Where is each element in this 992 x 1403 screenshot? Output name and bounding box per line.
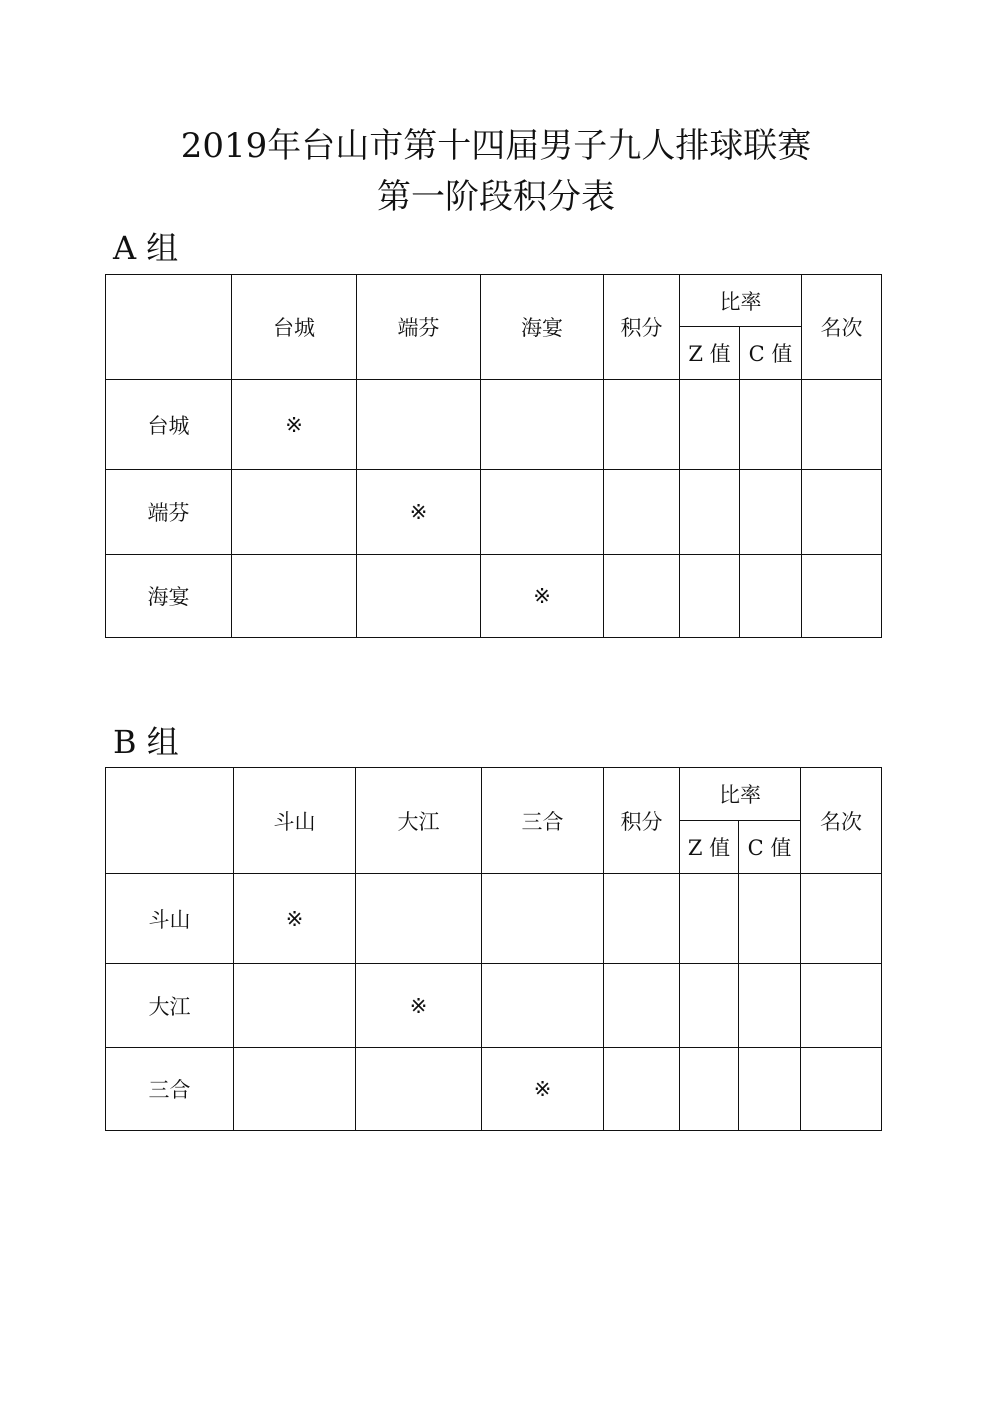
row-header-team: 斗山: [106, 874, 234, 964]
score-cell[interactable]: [482, 874, 604, 964]
score-cell[interactable]: [481, 380, 604, 470]
table-row: [106, 874, 882, 964]
score-cell[interactable]: [481, 470, 604, 555]
col-header-rank: 名次: [802, 275, 882, 380]
table-row: [106, 470, 882, 555]
mark-cell: ※: [356, 964, 482, 1048]
z-value-cell[interactable]: [680, 964, 739, 1048]
z-value-cell[interactable]: [680, 555, 740, 638]
score-cell[interactable]: [357, 380, 481, 470]
c-value-cell[interactable]: [739, 1048, 801, 1131]
rank-cell[interactable]: [801, 964, 882, 1048]
row-header-team: 三合: [106, 1048, 234, 1131]
mark-cell: ※: [481, 555, 604, 638]
score-cell[interactable]: [232, 555, 357, 638]
points-cell[interactable]: [604, 1048, 680, 1131]
page-subtitle: 第一阶段积分表: [377, 177, 615, 217]
col-header-ratio: 比率: [680, 275, 802, 327]
table-row: [106, 964, 882, 1048]
z-value-cell[interactable]: [680, 380, 740, 470]
group-b-label: B 组: [113, 723, 179, 761]
c-value-cell[interactable]: [740, 380, 802, 470]
score-cell[interactable]: [356, 874, 482, 964]
col-header-points: 积分: [604, 275, 680, 380]
rank-cell[interactable]: [801, 1048, 882, 1131]
col-header-z-value: Z 值: [680, 821, 739, 874]
col-header-team: 端芬: [357, 275, 481, 380]
score-cell[interactable]: [482, 964, 604, 1048]
score-cell[interactable]: [357, 555, 481, 638]
group-a-label: A 组: [113, 229, 179, 267]
row-header-team: 台城: [106, 380, 232, 470]
mark-cell: ※: [482, 1048, 604, 1131]
rank-cell[interactable]: [802, 380, 882, 470]
rank-cell[interactable]: [801, 874, 882, 964]
points-cell[interactable]: [604, 555, 680, 638]
corner-cell: [106, 768, 234, 874]
rank-cell[interactable]: [802, 555, 882, 638]
z-value-cell[interactable]: [680, 1048, 739, 1131]
row-header-team: 海宴: [106, 555, 232, 638]
points-cell[interactable]: [604, 964, 680, 1048]
table-row: [106, 380, 882, 470]
score-cell[interactable]: [234, 1048, 356, 1131]
group-b-score-table: [105, 767, 882, 1131]
z-value-cell[interactable]: [680, 874, 739, 964]
c-value-cell[interactable]: [740, 555, 802, 638]
row-header-team: 大江: [106, 964, 234, 1048]
score-cell[interactable]: [234, 964, 356, 1048]
table-row: [106, 1048, 882, 1131]
table-row: [106, 555, 882, 638]
points-cell[interactable]: [604, 470, 680, 555]
col-header-c-value: C 值: [739, 821, 801, 874]
c-value-cell[interactable]: [739, 964, 801, 1048]
group-a-score-table: [105, 274, 882, 638]
col-header-points: 积分: [604, 768, 680, 874]
score-cell[interactable]: [232, 470, 357, 555]
col-header-rank: 名次: [801, 768, 882, 874]
col-header-team: 斗山: [234, 768, 356, 874]
col-header-c-value: C 值: [740, 327, 802, 380]
col-header-team: 大江: [356, 768, 482, 874]
page-title: 2019年台山市第十四届男子九人排球联赛: [180, 126, 812, 166]
mark-cell: ※: [357, 470, 481, 555]
points-cell[interactable]: [604, 874, 680, 964]
mark-cell: ※: [234, 874, 356, 964]
col-header-z-value: Z 值: [680, 327, 740, 380]
mark-cell: ※: [232, 380, 357, 470]
col-header-team: 三合: [482, 768, 604, 874]
rank-cell[interactable]: [802, 470, 882, 555]
col-header-team: 海宴: [481, 275, 604, 380]
c-value-cell[interactable]: [739, 874, 801, 964]
c-value-cell[interactable]: [740, 470, 802, 555]
score-cell[interactable]: [356, 1048, 482, 1131]
row-header-team: 端芬: [106, 470, 232, 555]
col-header-team: 台城: [232, 275, 357, 380]
corner-cell: [106, 275, 232, 380]
z-value-cell[interactable]: [680, 470, 740, 555]
points-cell[interactable]: [604, 380, 680, 470]
col-header-ratio: 比率: [680, 768, 801, 821]
